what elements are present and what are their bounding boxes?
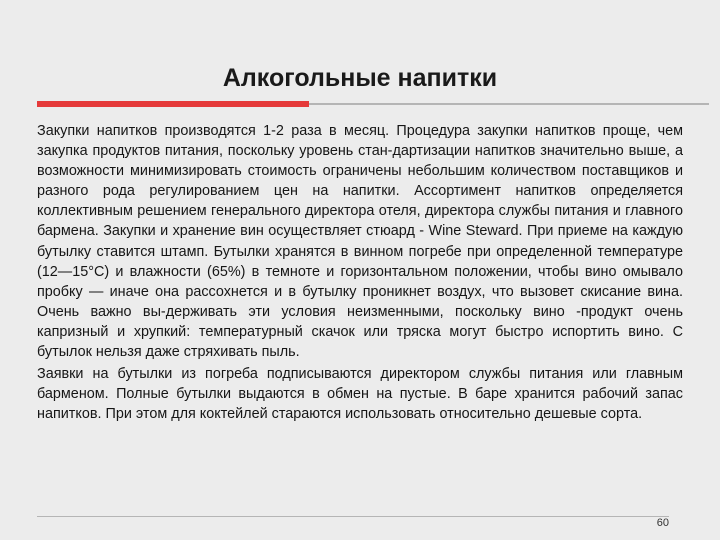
slide-title: Алкогольные напитки bbox=[222, 64, 498, 92]
page-number: 60 bbox=[656, 517, 669, 529]
body-paragraph-2: Заявки на бутылки из погреба подписываются директором службы питания или главным барменом. Полные бутылки выдаются в обмен на пустые. В баре хранится рабочий запас напитков. При этом для коктейлей стараются использовать относительно дешевые сорта. bbox=[37, 366, 683, 423]
title-underline-line bbox=[309, 103, 709, 105]
footer-divider bbox=[37, 516, 669, 517]
body-paragraph-1: Закупки напитков производятся 1-2 раза в месяц. Процедура закупки напитков проще, чем закупка продуктов питания, поскольку уровень стан-дартизации напитков значительно выше, а возможности минимизировать стоимость ограничены небольшим количеством поставщиков и разного рода регулированием цен на напитки. Ассортимент напитков определяется коллективным решением генерального директора отеля, директора службы питания и главного бармена. Закупки и хранение вин осуществляет стюард - Wine Steward. При приеме на каждую бутылку ставится штамп. Бутылки хранятся в винном погребе при определенной температуре (12—15°С) и влажности (65%) в темноте и горизонтальном положении, чтобы вино омывало пробку — иначе она рассохнется и в бутылку проникнет воздух, что вызовет скисание вина. Очень важно вы-держивать эти условия неизменными, поскольку вино -продукт очень капризный и хрупкий: температурный скачок или тряска могут быстро испортить вино. С бутылок нельзя даже стряхивать пыль. bbox=[37, 123, 683, 361]
title-underline-accent bbox=[37, 101, 309, 107]
slide-body bbox=[37, 121, 683, 426]
